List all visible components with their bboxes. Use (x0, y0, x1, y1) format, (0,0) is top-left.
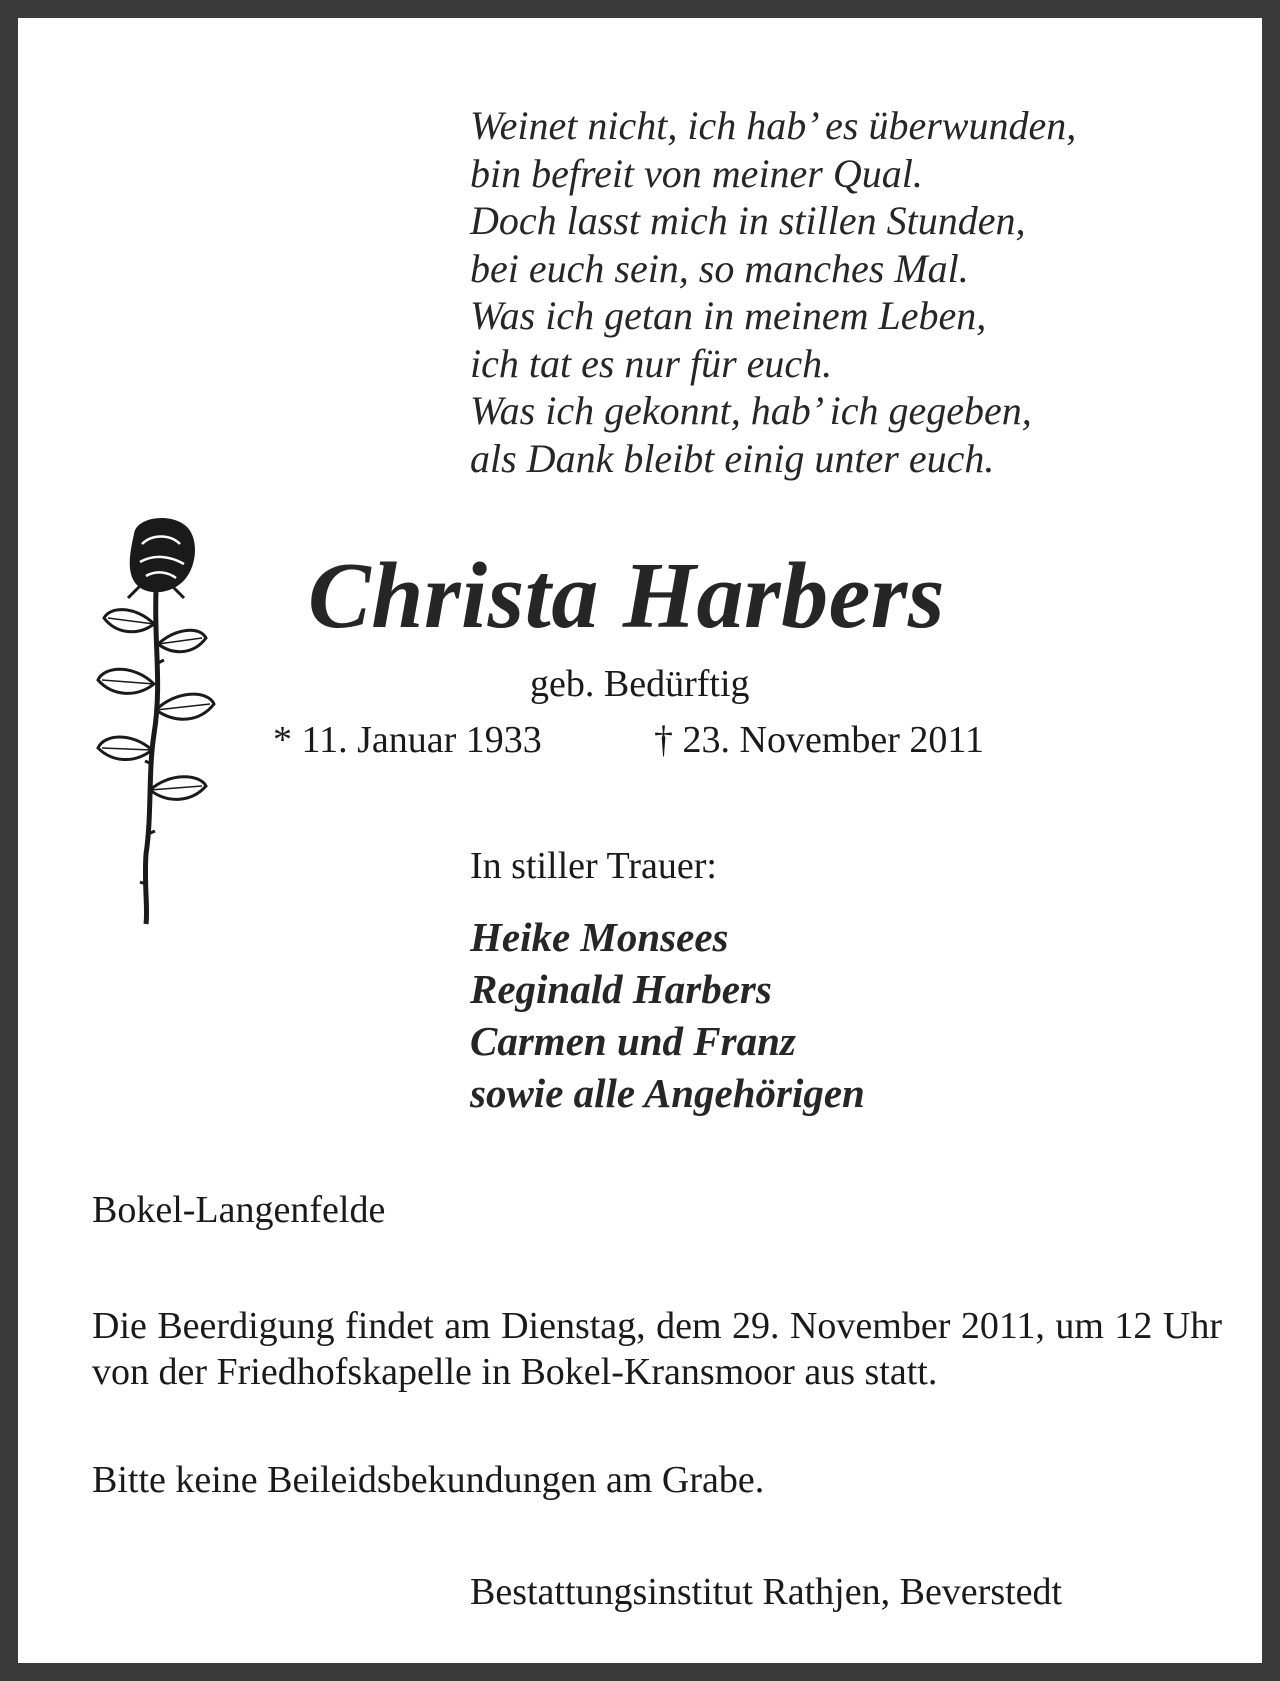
poem-line: Was ich getan in meinem Leben, (470, 293, 987, 338)
maiden-name: geb. Bedürftig (530, 663, 750, 705)
rose-icon (96, 514, 222, 930)
poem (470, 102, 1076, 482)
funeral-notice: Die Beerdigung findet am Dienstag, dem 29. November 2011, um 12 Uhr von der Friedhofskapelle in Bokel-Kransmoor aus statt. (92, 1305, 1222, 1393)
mourning-intro: In stiller Trauer: (470, 845, 717, 887)
death-date: † 23. November 2011 (654, 719, 984, 761)
birth-date: * 11. Januar 1933 (273, 719, 542, 761)
poem-line: ich tat es nur für euch. (470, 340, 833, 386)
place-name: Bokel-Langenfelde (92, 1189, 386, 1231)
mourner-name: sowie alle Angehörigen (470, 1070, 865, 1116)
undertaker: Bestattungsinstitut Rathjen, Beverstedt (470, 1571, 1063, 1613)
mourner-name: Carmen und Franz (470, 1018, 796, 1064)
mourner-name: Heike Monsees (470, 914, 729, 960)
condolence-note: Bitte keine Beileidsbekundungen am Grabe. (92, 1459, 765, 1501)
mourner-name: Reginald Harbers (470, 966, 772, 1012)
poem-line: bei euch sein, so manches Mal. (470, 245, 969, 291)
poem-line: bin befreit von meiner Qual. (470, 150, 923, 196)
poem-line: Doch lasst mich in stillen Stunden, (470, 198, 1026, 243)
poem-line: als Dank bleibt einig unter euch. (470, 435, 995, 481)
poem-line: Weinet nicht, ich hab’ es überwunden, (470, 103, 1077, 148)
mourners-list (470, 911, 865, 1119)
poem-line: Was ich gekonnt, hab’ ich gegeben, (470, 388, 1032, 433)
deceased-name: Christa Harbers (308, 544, 945, 648)
